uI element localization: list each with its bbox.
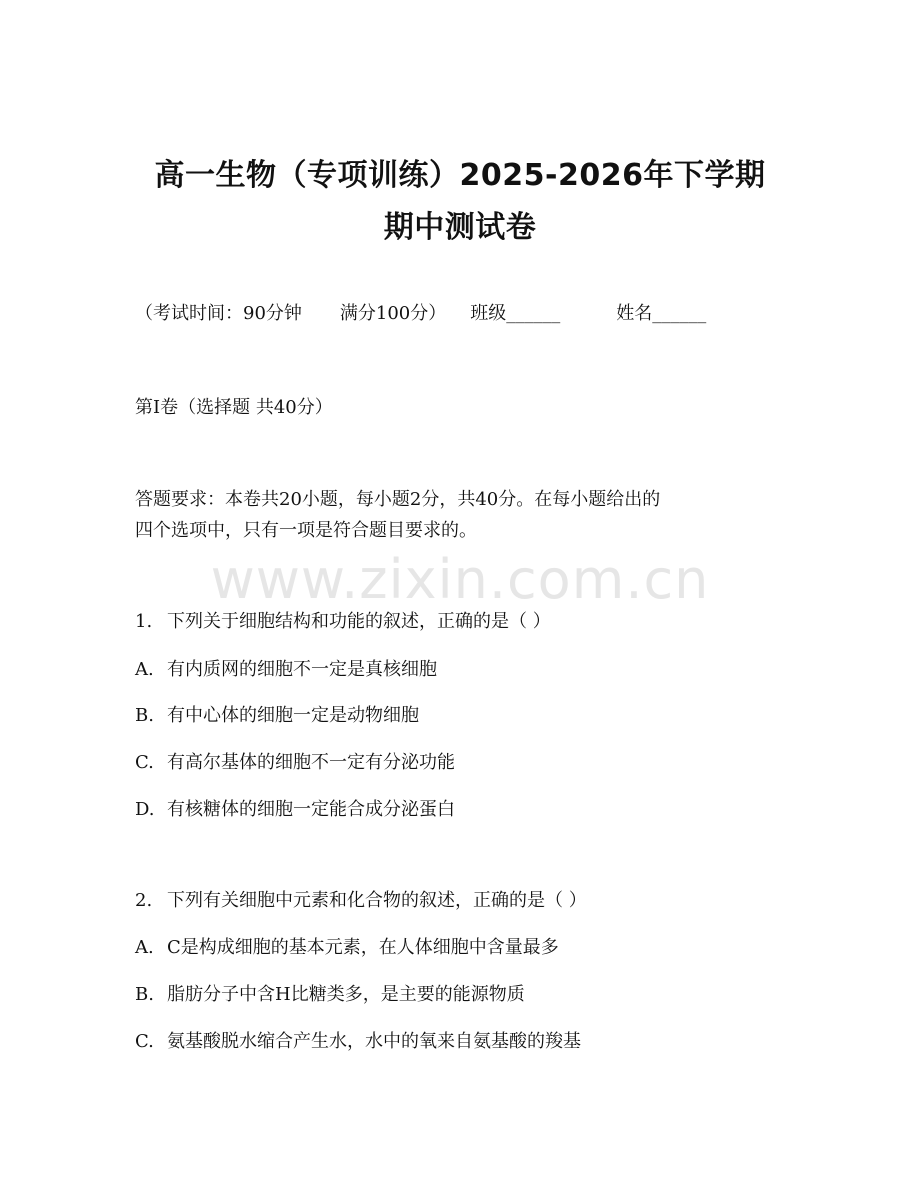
option-text: 脂肪分子中含H比糖类多，是主要的能源物质: [167, 984, 525, 1005]
question-number: 2.: [135, 890, 153, 911]
exam-info: [135, 301, 706, 327]
instructions-line-2: 四个选项中，只有一项是符合题目要求的。: [135, 520, 477, 541]
question-1-option-b: [135, 703, 419, 729]
question-2-stem: [135, 888, 587, 914]
watermark: www.zixin.com.cn: [210, 548, 710, 611]
exam-subtitle: 期中测试卷: [383, 210, 537, 245]
option-text: 氨基酸脱水缩合产生水，水中的氧来自氨基酸的羧基: [167, 1031, 581, 1052]
question-number: 1.: [135, 611, 153, 632]
option-label: C.: [135, 752, 154, 773]
option-label: A.: [135, 659, 154, 680]
question-1-option-d: [135, 797, 455, 823]
class-field: 班级______: [470, 303, 561, 324]
question-2-option-c: [135, 1029, 581, 1055]
question-1-option-c: [135, 750, 455, 776]
option-text: C是构成细胞的基本元素，在人体细胞中含量最多: [167, 937, 559, 958]
option-text: 有高尔基体的细胞不一定有分泌功能: [167, 752, 455, 773]
option-text: 有内质网的细胞不一定是真核细胞: [167, 659, 437, 680]
exam-full-score: 满分100分）: [339, 303, 447, 324]
name-field: 姓名______: [616, 303, 707, 324]
question-2-option-b: [135, 982, 525, 1008]
exam-title: 高一生物（专项训练）2025-2026年下学期: [154, 158, 766, 193]
question-text: 下列有关细胞中元素和化合物的叙述，正确的是（ ）: [167, 890, 587, 911]
option-label: C.: [135, 1031, 154, 1052]
option-text: 有核糖体的细胞一定能合成分泌蛋白: [167, 799, 455, 820]
question-2-option-a: [135, 935, 559, 961]
question-1-option-a: [135, 657, 437, 683]
option-label: D.: [135, 799, 155, 820]
instructions-line-1: 答题要求：本卷共20小题，每小题2分，共40分。在每小题给出的: [135, 489, 661, 510]
option-label: B.: [135, 984, 154, 1005]
option-label: A.: [135, 937, 154, 958]
option-label: B.: [135, 705, 154, 726]
question-text: 下列关于细胞结构和功能的叙述，正确的是（ ）: [167, 611, 551, 632]
question-1-stem: [135, 609, 551, 635]
section-heading: 第I卷（选择题 共40分）: [135, 397, 333, 418]
option-text: 有中心体的细胞一定是动物细胞: [167, 705, 419, 726]
exam-time: （考试时间：90分钟: [135, 303, 302, 324]
